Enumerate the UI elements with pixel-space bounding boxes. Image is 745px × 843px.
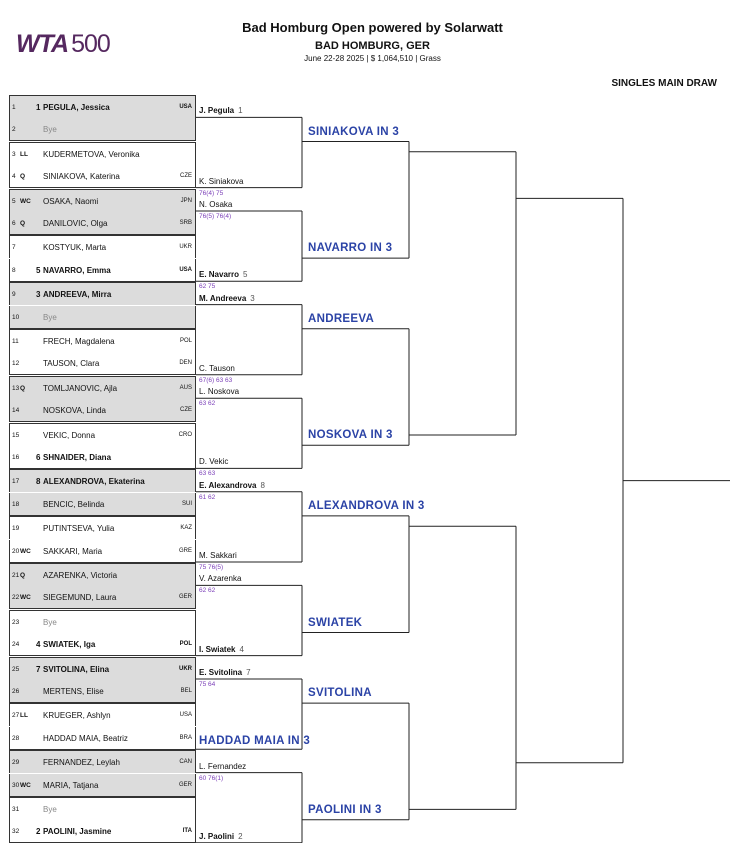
player-name: PEGULA, Jessica: [43, 103, 110, 112]
player-name: NAVARRO, Emma: [43, 265, 111, 275]
draw-name: SINGLES MAIN DRAW: [611, 78, 717, 89]
round2-score: 75 64: [199, 681, 216, 688]
player-name: FERNANDEZ, Leylah: [43, 758, 120, 768]
line-number: 7: [12, 244, 16, 252]
player-name: HADDAD MAIA, Beatriz: [43, 733, 128, 743]
entry-type: WC: [20, 197, 31, 205]
player-name: Bye: [43, 312, 57, 322]
line-number: 14: [12, 407, 20, 415]
round2-name: E. Alexandrova: [199, 480, 257, 490]
country-code: JPN: [180, 197, 192, 204]
country-code: AUS: [179, 384, 192, 391]
player-name: VEKIC, Donna: [43, 430, 96, 440]
player-name: PUTINTSEVA, Yulia: [43, 524, 115, 534]
country-code: SRB: [179, 220, 192, 226]
player-name: KRUEGER, Ashlyn: [43, 711, 111, 721]
line-number: 24: [12, 641, 20, 649]
line-number: 28: [12, 734, 20, 742]
line-number: 6: [12, 220, 16, 227]
round2-name: E. Navarro: [199, 270, 240, 280]
round3-winner: SVITOLINA: [308, 687, 372, 700]
round3-winner: PAOLINI IN 3: [308, 803, 382, 816]
tournament-location: BAD HOMBURG, GER: [315, 40, 430, 52]
line-number: 12: [12, 360, 20, 368]
country-code: POL: [179, 641, 192, 648]
line-number: 31: [12, 806, 20, 813]
country-code: ITA: [182, 828, 192, 835]
player-name: FRECH, Magdalena: [43, 337, 115, 346]
line-number: 20: [12, 547, 20, 555]
entry-type: Q: [20, 220, 26, 227]
country-code: BEL: [180, 688, 192, 694]
line-number: 13: [12, 384, 20, 392]
line-number: 9: [12, 291, 16, 299]
round2-seed: 5: [243, 270, 248, 280]
round2-name: M. Sakkari: [199, 551, 237, 560]
player-name: SINIAKOVA, Katerina: [43, 172, 120, 182]
player-name: Bye: [43, 125, 57, 135]
round2-name: J. Paolini: [199, 831, 235, 841]
line-number: 23: [12, 618, 20, 626]
entry-type: WC: [20, 781, 31, 789]
logo-number: 500: [71, 30, 110, 58]
line-number: 27: [12, 712, 20, 720]
line-number: 29: [12, 759, 20, 767]
line-number: 19: [12, 525, 20, 533]
round2-name: K. Siniakova: [199, 176, 244, 186]
player-name: DANILOVIC, Olga: [43, 219, 108, 228]
round2-score: 62 75: [199, 283, 216, 291]
round3-winner: ALEXANDROVA IN 3: [308, 499, 425, 512]
player-name: AZARENKA, Victoria: [43, 571, 118, 580]
player-name: Bye: [43, 805, 57, 814]
entry-type: Q: [20, 384, 26, 392]
country-code: CZE: [180, 173, 192, 180]
seed: 3: [36, 290, 41, 300]
round3-winner: SINIAKOVA IN 3: [308, 125, 400, 138]
country-code: GER: [178, 594, 192, 601]
country-code: UKR: [179, 665, 192, 672]
seed: 2: [36, 827, 41, 837]
country-code: CAN: [179, 759, 192, 766]
country-code: USA: [179, 266, 192, 273]
round2-score: 63 62: [199, 400, 216, 408]
player-name: KUDERMETOVA, Veronika: [43, 149, 140, 159]
player-name: KOSTYUK, Marta: [43, 243, 107, 253]
line-number: 15: [12, 431, 20, 439]
player-name: SIEGEMUND, Laura: [43, 593, 117, 603]
line-number: 22: [12, 594, 20, 602]
round3-winner: NOSKOVA IN 3: [308, 429, 393, 442]
player-name: SVITOLINA, Elina: [43, 664, 110, 674]
line-number: 25: [12, 665, 20, 673]
round2-name: V. Azarenka: [199, 574, 242, 584]
player-name: OSAKA, Naomi: [43, 196, 99, 206]
line-number: 11: [12, 338, 19, 345]
country-code: DEN: [179, 360, 192, 367]
round2-seed: 4: [239, 644, 244, 654]
round2-seed: 1: [238, 106, 243, 116]
tournament-title: Bad Homburg Open powered by Solarwatt: [242, 20, 503, 35]
round2-name: E. Svitolina: [199, 668, 243, 677]
round2-score: 60 76(1): [199, 774, 224, 782]
round2-score: 75 76(5): [199, 564, 224, 571]
player-name: PAOLINI, Jasmine: [43, 827, 112, 837]
round2-name: C. Tauson: [199, 363, 235, 373]
country-code: POL: [179, 338, 192, 344]
line-number: 4: [12, 173, 16, 181]
seed: 4: [36, 640, 41, 650]
player-name: BENCIC, Belinda: [43, 499, 105, 509]
player-name: ALEXANDROVA, Ekaterina: [43, 477, 145, 487]
player-name: SHNAIDER, Diana: [43, 453, 112, 462]
round2-score: 61 62: [199, 493, 216, 501]
round2-name: L. Fernandez: [199, 761, 247, 771]
player-name: NOSKOVA, Linda: [43, 406, 106, 416]
line-number: 8: [12, 266, 16, 274]
country-code: BRA: [179, 734, 192, 741]
round2-seed: 2: [238, 831, 243, 841]
round3-winner: SWIATEK: [308, 616, 363, 629]
country-code: UKR: [179, 244, 192, 251]
player-name: SWIATEK, Iga: [43, 640, 96, 650]
round2-score: 62 62: [199, 587, 216, 595]
round2-seed: 8: [260, 480, 265, 490]
round2-player: HADDAD MAIA IN 3: [199, 735, 311, 748]
country-code: GRE: [178, 547, 192, 554]
country-code: USA: [179, 712, 192, 719]
round3-winner: ANDREEVA: [308, 312, 375, 325]
entry-type: LL: [20, 712, 28, 720]
country-code: CRO: [178, 431, 192, 438]
round2-name: L. Noskova: [199, 387, 240, 397]
country-code: KAZ: [180, 525, 192, 532]
round2-name: D. Vekic: [199, 457, 229, 467]
seed: 6: [36, 453, 41, 462]
logo-text: WTA: [16, 30, 69, 58]
line-number: 32: [12, 828, 20, 836]
player-name: MERTENS, Elise: [43, 687, 104, 696]
tournament-info: June 22-28 2025 | $ 1,064,510 | Grass: [304, 54, 441, 63]
country-code: CZE: [180, 407, 192, 414]
player-name: ANDREEVA, Mirra: [43, 290, 112, 300]
round2-name: I. Swiatek: [199, 644, 236, 654]
entry-type: Q: [20, 173, 26, 181]
entry-type: LL: [20, 150, 28, 158]
round2-score: 76(5) 76(4): [199, 213, 232, 220]
line-number: 18: [12, 500, 20, 508]
round2-score: 67(6) 63 63: [199, 376, 233, 384]
round2-name: J. Pegula: [199, 106, 235, 116]
line-number: 5: [12, 197, 16, 205]
line-number: 3: [12, 150, 16, 158]
line-number: 30: [12, 781, 20, 789]
round2-seed: 7: [246, 668, 251, 677]
player-name: SAKKARI, Maria: [43, 546, 103, 556]
round3-winner: NAVARRO IN 3: [308, 242, 393, 255]
seed: 7: [36, 664, 41, 674]
line-number: 1: [12, 104, 16, 111]
round2-score: 63 63: [199, 470, 216, 478]
player-name: Bye: [43, 617, 57, 627]
player-name: TOMLJANOVIC, Ajla: [43, 383, 118, 393]
round2-seed: 3: [250, 293, 255, 303]
line-number: 26: [12, 688, 20, 695]
country-code: SUI: [181, 500, 192, 507]
player-name: MARIA, Tatjana: [43, 780, 99, 790]
line-number: 16: [12, 454, 20, 461]
country-code: GER: [178, 781, 192, 788]
round2-name: M. Andreeva: [199, 293, 247, 303]
round2-score: 76(4) 75: [199, 189, 224, 197]
seed: 8: [36, 477, 41, 487]
player-name: TAUSON, Clara: [43, 359, 100, 369]
entry-type: WC: [20, 547, 31, 555]
line-number: 10: [12, 313, 20, 321]
entry-type: Q: [20, 572, 26, 579]
line-number: 17: [12, 478, 20, 486]
seed: 1: [36, 103, 41, 112]
country-code: USA: [179, 104, 192, 110]
seed: 5: [36, 265, 41, 275]
line-number: 2: [12, 126, 16, 134]
round2-name: N. Osaka: [199, 200, 233, 209]
line-number: 21: [12, 572, 20, 579]
entry-type: WC: [20, 594, 31, 602]
